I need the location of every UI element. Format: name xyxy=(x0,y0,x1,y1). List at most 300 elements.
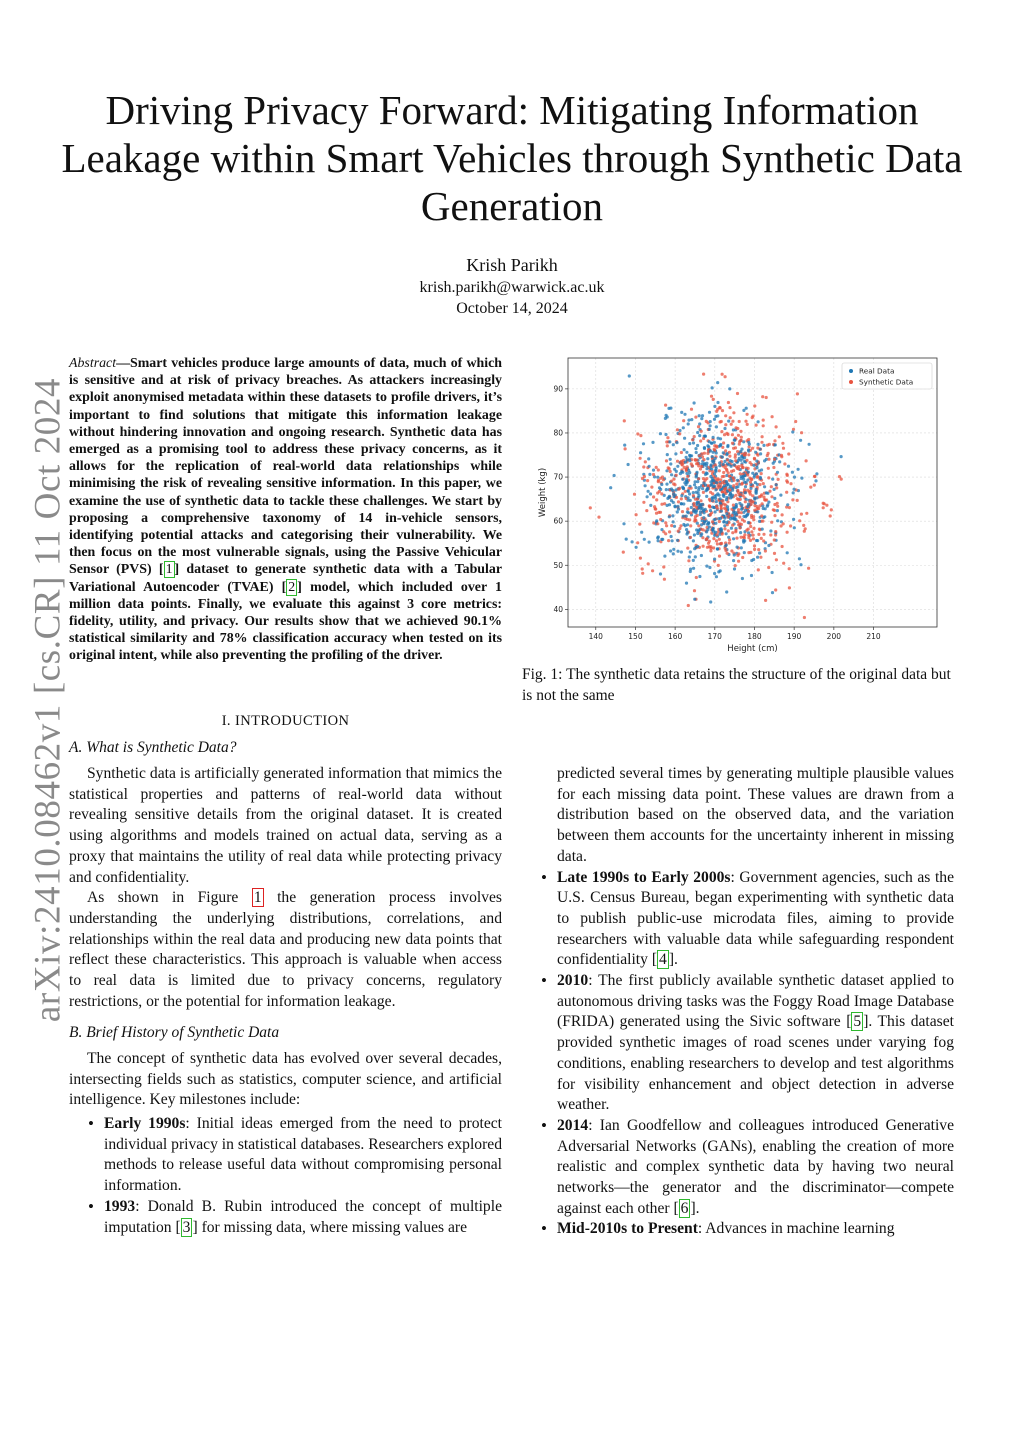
data-point xyxy=(685,468,688,471)
data-point xyxy=(745,407,748,410)
data-point xyxy=(690,462,693,465)
data-point xyxy=(625,538,628,541)
data-point xyxy=(714,510,717,513)
data-point xyxy=(701,503,704,506)
data-point xyxy=(722,463,725,466)
data-point xyxy=(760,441,763,444)
data-point xyxy=(714,518,717,521)
data-point xyxy=(757,420,760,423)
data-point xyxy=(731,420,734,423)
x-tick-label: 210 xyxy=(866,632,881,641)
data-point xyxy=(704,508,707,511)
data-point xyxy=(711,496,714,499)
data-point xyxy=(762,507,765,510)
data-point xyxy=(749,525,752,528)
data-point xyxy=(676,505,679,508)
data-point xyxy=(659,518,662,521)
data-point xyxy=(757,533,760,536)
data-point xyxy=(692,494,695,497)
data-point xyxy=(749,481,752,484)
data-point xyxy=(641,572,644,575)
data-point xyxy=(709,600,712,603)
data-point xyxy=(725,512,728,515)
data-point xyxy=(688,442,691,445)
data-point xyxy=(706,457,709,460)
data-point xyxy=(731,442,734,445)
data-point xyxy=(684,461,687,464)
data-point xyxy=(787,452,790,455)
data-point xyxy=(666,453,669,456)
citation-link[interactable]: 5 xyxy=(853,1013,862,1031)
data-point xyxy=(639,451,642,454)
data-point xyxy=(761,528,764,531)
data-point xyxy=(752,558,755,561)
data-point xyxy=(696,462,699,465)
author-email[interactable]: krish.parikh@warwick.ac.uk xyxy=(419,279,605,296)
data-point xyxy=(653,505,656,508)
citation-link[interactable]: 6 xyxy=(680,1199,689,1217)
data-point xyxy=(709,513,712,516)
scatter-chart xyxy=(533,352,943,657)
data-point xyxy=(690,506,693,509)
data-point xyxy=(680,451,683,454)
data-point xyxy=(635,546,638,549)
data-point xyxy=(726,552,729,555)
data-point xyxy=(838,475,841,478)
data-point xyxy=(731,494,734,497)
data-point xyxy=(680,470,683,473)
milestone-list-continued xyxy=(522,764,954,1240)
author-name: Krish Parikh xyxy=(466,255,558,275)
data-point xyxy=(695,451,698,454)
data-point xyxy=(755,424,758,427)
data-point xyxy=(704,484,707,487)
data-point xyxy=(689,499,692,502)
data-point xyxy=(713,418,716,421)
data-point xyxy=(696,545,699,548)
data-point xyxy=(763,459,766,462)
data-point xyxy=(704,479,707,482)
data-point xyxy=(652,521,655,524)
data-point xyxy=(773,497,776,500)
citation-link[interactable]: 1 xyxy=(165,562,173,578)
data-point xyxy=(687,604,690,607)
data-point xyxy=(730,549,733,552)
data-point xyxy=(670,524,673,527)
data-point xyxy=(662,530,665,533)
data-point xyxy=(722,495,725,498)
data-point xyxy=(723,427,726,430)
data-point xyxy=(789,524,792,527)
data-point xyxy=(750,516,753,519)
data-point xyxy=(685,472,688,475)
data-point xyxy=(778,460,781,463)
abstract-text-1: —Smart vehicles produce large amounts of data, much of which is sensitive and at risk of privacy breaches. As attackers increasingly exploit anonymised metadata within these datasets to profile drivers, it’s important to find solutions that mitigate this information leakage without hindering innovation and ongoing research. Synthetic data has emerged as a promising tool to address these privacy concerns, as it allows for the replication of real-world data relationships while minimising the risk of revealing sensitive information. In this paper, we examine the use of synthetic data to tackle these challenges. We start by proposing a comprehensive taxonomy of 14 in-vehicle sensors, identifying potential attacks and categorising their vulnerability. We then focus on the most vulnerable signals, using the Passive Vehicular Sensor (PVS) xyxy=(69,356,502,578)
data-point xyxy=(726,445,729,448)
data-point xyxy=(744,420,747,423)
data-point xyxy=(727,420,730,423)
data-point xyxy=(702,373,705,376)
data-point xyxy=(722,520,725,523)
data-point xyxy=(677,488,680,491)
data-point xyxy=(738,526,741,529)
data-point xyxy=(738,420,741,423)
data-point xyxy=(800,477,803,480)
data-point xyxy=(696,522,699,525)
data-point xyxy=(688,555,691,558)
data-point xyxy=(706,528,709,531)
data-point xyxy=(686,510,689,513)
data-point xyxy=(656,536,659,539)
data-point xyxy=(744,452,747,455)
data-point xyxy=(675,474,678,477)
data-point xyxy=(695,474,698,477)
data-point xyxy=(778,435,781,438)
data-point xyxy=(720,430,723,433)
data-point xyxy=(695,506,698,509)
data-point xyxy=(715,500,718,503)
y-tick-label: 40 xyxy=(553,604,563,614)
data-point xyxy=(666,436,669,439)
data-point xyxy=(667,539,670,542)
data-point xyxy=(716,542,719,545)
data-point xyxy=(813,475,816,478)
data-point xyxy=(664,433,667,436)
data-point xyxy=(708,540,711,543)
data-point xyxy=(789,482,792,485)
data-point xyxy=(723,527,726,530)
data-point xyxy=(695,576,698,579)
data-point xyxy=(733,553,736,556)
data-point xyxy=(711,470,714,473)
x-tick-label: 200 xyxy=(826,632,842,641)
data-point xyxy=(718,464,721,467)
data-point xyxy=(740,483,743,486)
data-point xyxy=(744,500,747,503)
data-point xyxy=(684,524,687,527)
data-point xyxy=(693,508,696,511)
data-point xyxy=(721,373,724,376)
data-point xyxy=(728,406,731,409)
data-point xyxy=(741,457,744,460)
data-point xyxy=(791,498,794,501)
data-point xyxy=(683,437,686,440)
data-point xyxy=(767,458,770,461)
data-point xyxy=(707,522,710,525)
data-point xyxy=(673,525,676,528)
data-point xyxy=(685,515,688,518)
data-point xyxy=(794,420,797,423)
data-point xyxy=(715,481,718,484)
data-point xyxy=(753,509,756,512)
data-point xyxy=(731,433,734,436)
data-point xyxy=(762,539,765,542)
data-point xyxy=(685,582,688,585)
data-point xyxy=(703,511,706,514)
data-point xyxy=(825,504,828,507)
data-point xyxy=(680,497,683,500)
data-point xyxy=(693,401,696,404)
figure-1 xyxy=(533,352,943,662)
data-point xyxy=(759,452,762,455)
data-point xyxy=(797,468,800,471)
data-point xyxy=(690,408,693,411)
data-point xyxy=(720,504,723,507)
data-point xyxy=(686,507,689,510)
citation-link[interactable]: 4 xyxy=(659,951,667,969)
data-point xyxy=(716,381,719,384)
data-point xyxy=(762,419,765,422)
data-point xyxy=(724,549,727,552)
data-point xyxy=(737,552,740,555)
data-point xyxy=(761,395,764,398)
data-point xyxy=(774,588,777,591)
data-point xyxy=(809,486,812,489)
data-point xyxy=(725,543,728,546)
data-point xyxy=(704,434,707,437)
data-point xyxy=(665,483,668,486)
data-point xyxy=(702,458,705,461)
data-point xyxy=(767,501,770,504)
data-point xyxy=(663,555,666,558)
data-point xyxy=(692,491,695,494)
data-point xyxy=(696,498,699,501)
data-point xyxy=(693,533,696,536)
data-point xyxy=(696,480,699,483)
data-point xyxy=(715,539,718,542)
arxiv-identifier: arXiv:2410.08462v1 [cs.CR] 11 Oct 2024 xyxy=(27,377,69,1023)
y-tick-label: 90 xyxy=(553,384,563,394)
x-tick-label: 180 xyxy=(747,632,762,641)
data-point xyxy=(724,423,727,426)
data-point xyxy=(703,463,706,466)
data-point xyxy=(623,419,626,422)
data-point xyxy=(748,443,751,446)
data-point xyxy=(680,550,683,553)
data-point xyxy=(689,524,692,527)
data-point xyxy=(673,505,676,508)
data-point xyxy=(761,435,764,438)
data-point xyxy=(663,578,666,581)
list-item: • Mid-2010s to Present: Advances in machine learning xyxy=(522,1219,954,1240)
data-point xyxy=(791,471,794,474)
legend-marker xyxy=(849,380,853,384)
data-point xyxy=(743,488,746,491)
data-point xyxy=(686,475,689,478)
data-point xyxy=(651,441,654,444)
data-point xyxy=(597,516,600,519)
data-point xyxy=(693,483,696,486)
data-point xyxy=(727,529,730,532)
data-point xyxy=(718,520,721,523)
data-point xyxy=(830,508,833,511)
data-point xyxy=(695,491,698,494)
data-point xyxy=(657,539,660,542)
data-point xyxy=(672,482,675,485)
data-point xyxy=(659,511,662,514)
data-point xyxy=(694,447,697,450)
data-point xyxy=(737,434,740,437)
data-point xyxy=(796,499,799,502)
data-point xyxy=(741,506,744,509)
data-point xyxy=(762,533,765,536)
data-point xyxy=(702,522,705,525)
data-point xyxy=(698,575,701,578)
x-tick-label: 170 xyxy=(707,632,722,641)
data-point xyxy=(709,509,712,512)
data-point xyxy=(706,452,709,455)
data-point xyxy=(642,501,645,504)
data-point xyxy=(725,590,728,593)
data-point xyxy=(738,502,741,505)
data-point xyxy=(692,441,695,444)
data-point xyxy=(747,448,750,451)
data-point xyxy=(785,491,788,494)
data-point xyxy=(646,479,649,482)
data-point xyxy=(759,556,762,559)
data-point xyxy=(712,459,715,462)
data-point xyxy=(694,518,697,521)
data-point xyxy=(783,462,786,465)
data-point xyxy=(742,536,745,539)
data-point xyxy=(725,432,728,435)
data-point xyxy=(769,533,772,536)
y-tick-label: 60 xyxy=(553,516,563,526)
data-point xyxy=(755,472,758,475)
data-point xyxy=(798,519,801,522)
data-point xyxy=(792,518,795,521)
data-point xyxy=(686,547,689,550)
data-point xyxy=(643,475,646,478)
citation-link[interactable]: 3 xyxy=(182,1218,191,1236)
subsection-heading: B. Brief History of Synthetic Data xyxy=(69,1024,280,1041)
data-point xyxy=(751,415,754,418)
data-point xyxy=(682,426,685,429)
data-point xyxy=(652,473,655,476)
data-point xyxy=(659,572,662,575)
data-point xyxy=(642,465,645,468)
data-point xyxy=(728,541,731,544)
data-point xyxy=(738,457,741,460)
data-point xyxy=(732,411,735,414)
data-point xyxy=(738,515,741,518)
data-point xyxy=(701,487,704,490)
data-point xyxy=(755,539,758,542)
data-point xyxy=(723,503,726,506)
data-point xyxy=(685,478,688,481)
data-point xyxy=(786,531,789,534)
legend-label: Real Data xyxy=(859,366,895,376)
data-point xyxy=(712,398,715,401)
data-point xyxy=(730,470,733,473)
list-item: • 2014: Ian Goodfellow and colleagues introduced Generative Adversarial Networks (GANs), enabling the creation of more realistic and complex synthetic data by having two neural networks—the generator and the discriminator—compete against each other [ 6 ]. xyxy=(522,1116,954,1220)
data-point xyxy=(755,492,758,495)
data-point xyxy=(739,531,742,534)
citation-link[interactable]: 2 xyxy=(288,579,296,595)
data-point xyxy=(792,491,795,494)
figure-link[interactable]: 1 xyxy=(253,889,262,907)
data-point xyxy=(669,470,672,473)
data-point xyxy=(807,567,810,570)
data-point xyxy=(667,466,670,469)
data-point xyxy=(705,565,708,568)
data-point xyxy=(660,483,663,486)
data-point xyxy=(773,538,776,541)
data-point xyxy=(719,420,722,423)
list-item: • Late 1990s to Early 2000s: Government agencies, such as the U.S. Census Bureau, began experimenting with synthetic data to publish public-use microdata files, aiming to provide researchers with valuable data while safeguarding respondent confidentiality [ 4 ]. xyxy=(522,868,954,972)
data-point xyxy=(710,395,713,398)
paragraph: Synthetic data is artificially generated information that mimics the statistical properties and patterns of real-world data without revealing sensitive details from the original dataset. It is created using algorithms and models trained on actual data, serving as a proxy that maintains the utility of real data while protecting privacy and confidentiality. xyxy=(69,765,502,886)
data-point xyxy=(695,502,698,505)
data-point xyxy=(688,459,691,462)
data-point xyxy=(733,507,736,510)
data-point xyxy=(769,529,772,532)
data-point xyxy=(692,559,695,562)
data-point xyxy=(754,501,757,504)
data-point xyxy=(661,538,664,541)
data-point xyxy=(725,521,728,524)
data-point xyxy=(646,495,649,498)
data-point xyxy=(641,567,644,570)
data-point xyxy=(756,556,759,559)
data-point xyxy=(689,550,692,553)
data-point xyxy=(715,533,718,536)
data-point xyxy=(685,451,688,454)
data-point xyxy=(682,419,685,422)
subsection-heading: A. What is Synthetic Data? xyxy=(69,739,237,756)
abstract-text-3: model, which included over 1 million data points. Finally, we evaluate this against 3 core metrics: fidelity, utility, and privacy. Our results show that we achieved 90.1% statistical similarity and 78% classification accuracy when tested on its original intent, while also preventing the profiling of the driver. xyxy=(69,579,502,664)
data-point xyxy=(642,442,645,445)
data-point xyxy=(745,529,748,532)
data-point xyxy=(840,455,843,458)
data-point xyxy=(742,475,745,478)
data-point xyxy=(771,415,774,418)
data-point xyxy=(712,451,715,454)
x-tick-label: 140 xyxy=(588,632,603,641)
data-point xyxy=(753,457,756,460)
data-point xyxy=(740,523,743,526)
data-point xyxy=(766,444,769,447)
data-point xyxy=(747,471,750,474)
list-item: • Early 1990s: Initial ideas emerged from the need to protect individual privacy in statistical databases. Researchers explored methods to release useful data without compromising personal information. xyxy=(69,1114,502,1197)
milestone-list xyxy=(69,1114,502,1238)
data-point xyxy=(726,458,729,461)
data-point xyxy=(813,484,816,487)
data-point xyxy=(695,471,698,474)
data-point xyxy=(743,551,746,554)
data-point xyxy=(756,510,759,513)
data-point xyxy=(669,458,672,461)
data-point xyxy=(749,490,752,493)
data-point xyxy=(694,555,697,558)
data-point xyxy=(758,520,761,523)
data-point xyxy=(751,500,754,503)
data-point xyxy=(719,497,722,500)
data-point xyxy=(721,409,724,412)
data-point xyxy=(798,557,801,560)
data-point xyxy=(723,517,726,520)
data-point xyxy=(706,472,709,475)
data-point xyxy=(718,555,721,558)
data-point xyxy=(685,528,688,531)
data-point xyxy=(732,537,735,540)
data-point xyxy=(747,551,750,554)
data-point xyxy=(756,446,759,449)
data-point xyxy=(781,513,784,516)
data-point xyxy=(740,546,743,549)
data-point xyxy=(700,465,703,468)
data-point xyxy=(681,510,684,513)
